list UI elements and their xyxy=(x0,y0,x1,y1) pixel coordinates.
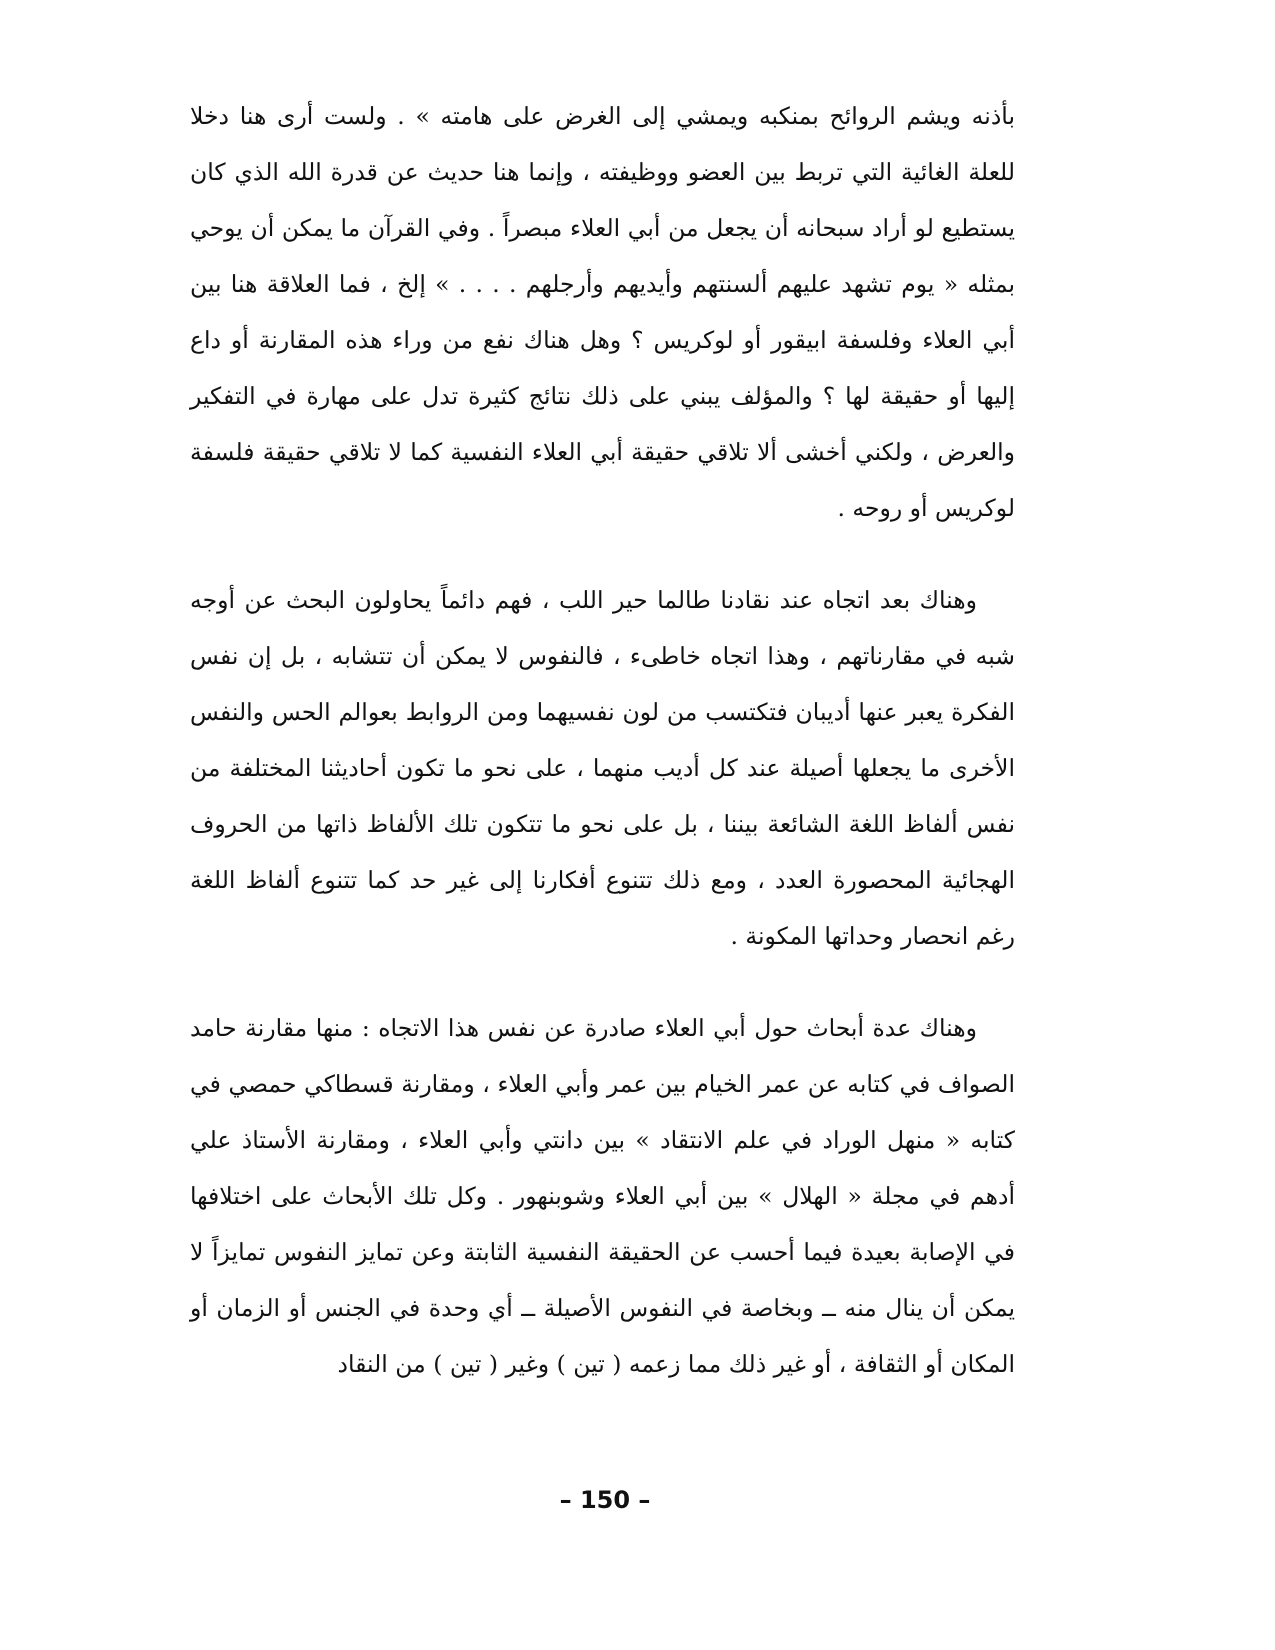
paragraph-3: وهناك عدة أبحاث حول أبي العلاء صادرة عن نفس هذا الاتجاه : منها مقارنة حامد الصواف في كتابه عن عمر الخيام بين عمر وأبي العلاء ، ومقارنة قسطاكي حمصي في كتابه « منهل الوراد في علم الانتقاد » بين دانتي وأبي العلاء ، ومقارنة الأستاذ علي أدهم في مجلة « الهلال » بين أبي العلاء وشوبنهور . وكل تلك الأبحاث على اختلافها في الإصابة بعيدة فيما أحسب عن الحقيقة النفسية الثابتة وعن تمايز النفوس تمايزاً لا يمكن أن ينال منه ــ وبخاصة في النفوس الأصيلة ــ أي وحدة في الجنس أو الزمان أو المكان أو الثقافة ، أو غير ذلك مما زعمه ( تين ) وغير ( تين ) من النقاد xyxy=(190,1014,1015,1378)
page-number: – 150 – xyxy=(559,1486,651,1514)
paragraph-1: بأذنه ويشم الروائح بمنكبه ويمشي إلى الغرض على هامته » . ولست أرى هنا دخلا للعلة الغائية التي تربط بين العضو ووظيفته ، وإنما هنا حديث عن قدرة الله الذي كان يستطيع لو أراد سبحانه أن يجعل من أبي العلاء مبصراً . وفي القرآن ما يمكن أن يوحي بمثله « يوم تشهد عليهم ألسنتهم وأيديهم وأرجلهم . . . . » إلخ ، فما العلاقة هنا بين أبي العلاء وفلسفة ابيقور أو لوكريس ؟ وهل هناك نفع من وراء هذه المقارنة أو داع إليها أو حقيقة لها ؟ والمؤلف يبني على ذلك نتائج كثيرة تدل على مهارة في التفكير والعرض ، ولكني أخشى ألا تلاقي حقيقة أبي العلاء النفسية كما لا تلاقي حقيقة فلسفة لوكريس أو روحه . xyxy=(190,102,1015,522)
page-body xyxy=(190,88,1015,1392)
paragraph-2: وهناك بعد اتجاه عند نقادنا طالما حير اللب ، فهم دائماً يحاولون البحث عن أوجه شبه في مقارناتهم ، وهذا اتجاه خاطىء ، فالنفوس لا يمكن أن تتشابه ، بل إن نفس الفكرة يعبر عنها أديبان فتكتسب من لون نفسيهما ومن الروابط بعوالم الحس والنفس الأخرى ما يجعلها أصيلة عند كل أديب منهما ، على نحو ما تكون أحاديثنا المختلفة من نفس ألفاظ اللغة الشائعة بيننا ، بل على نحو ما تتكون تلك الألفاظ ذاتها من الحروف الهجائية المحصورة العدد ، ومع ذلك تتنوع أفكارنا إلى غير حد كما تتنوع ألفاظ اللغة رغم انحصار وحداتها المكونة . xyxy=(190,586,1015,950)
